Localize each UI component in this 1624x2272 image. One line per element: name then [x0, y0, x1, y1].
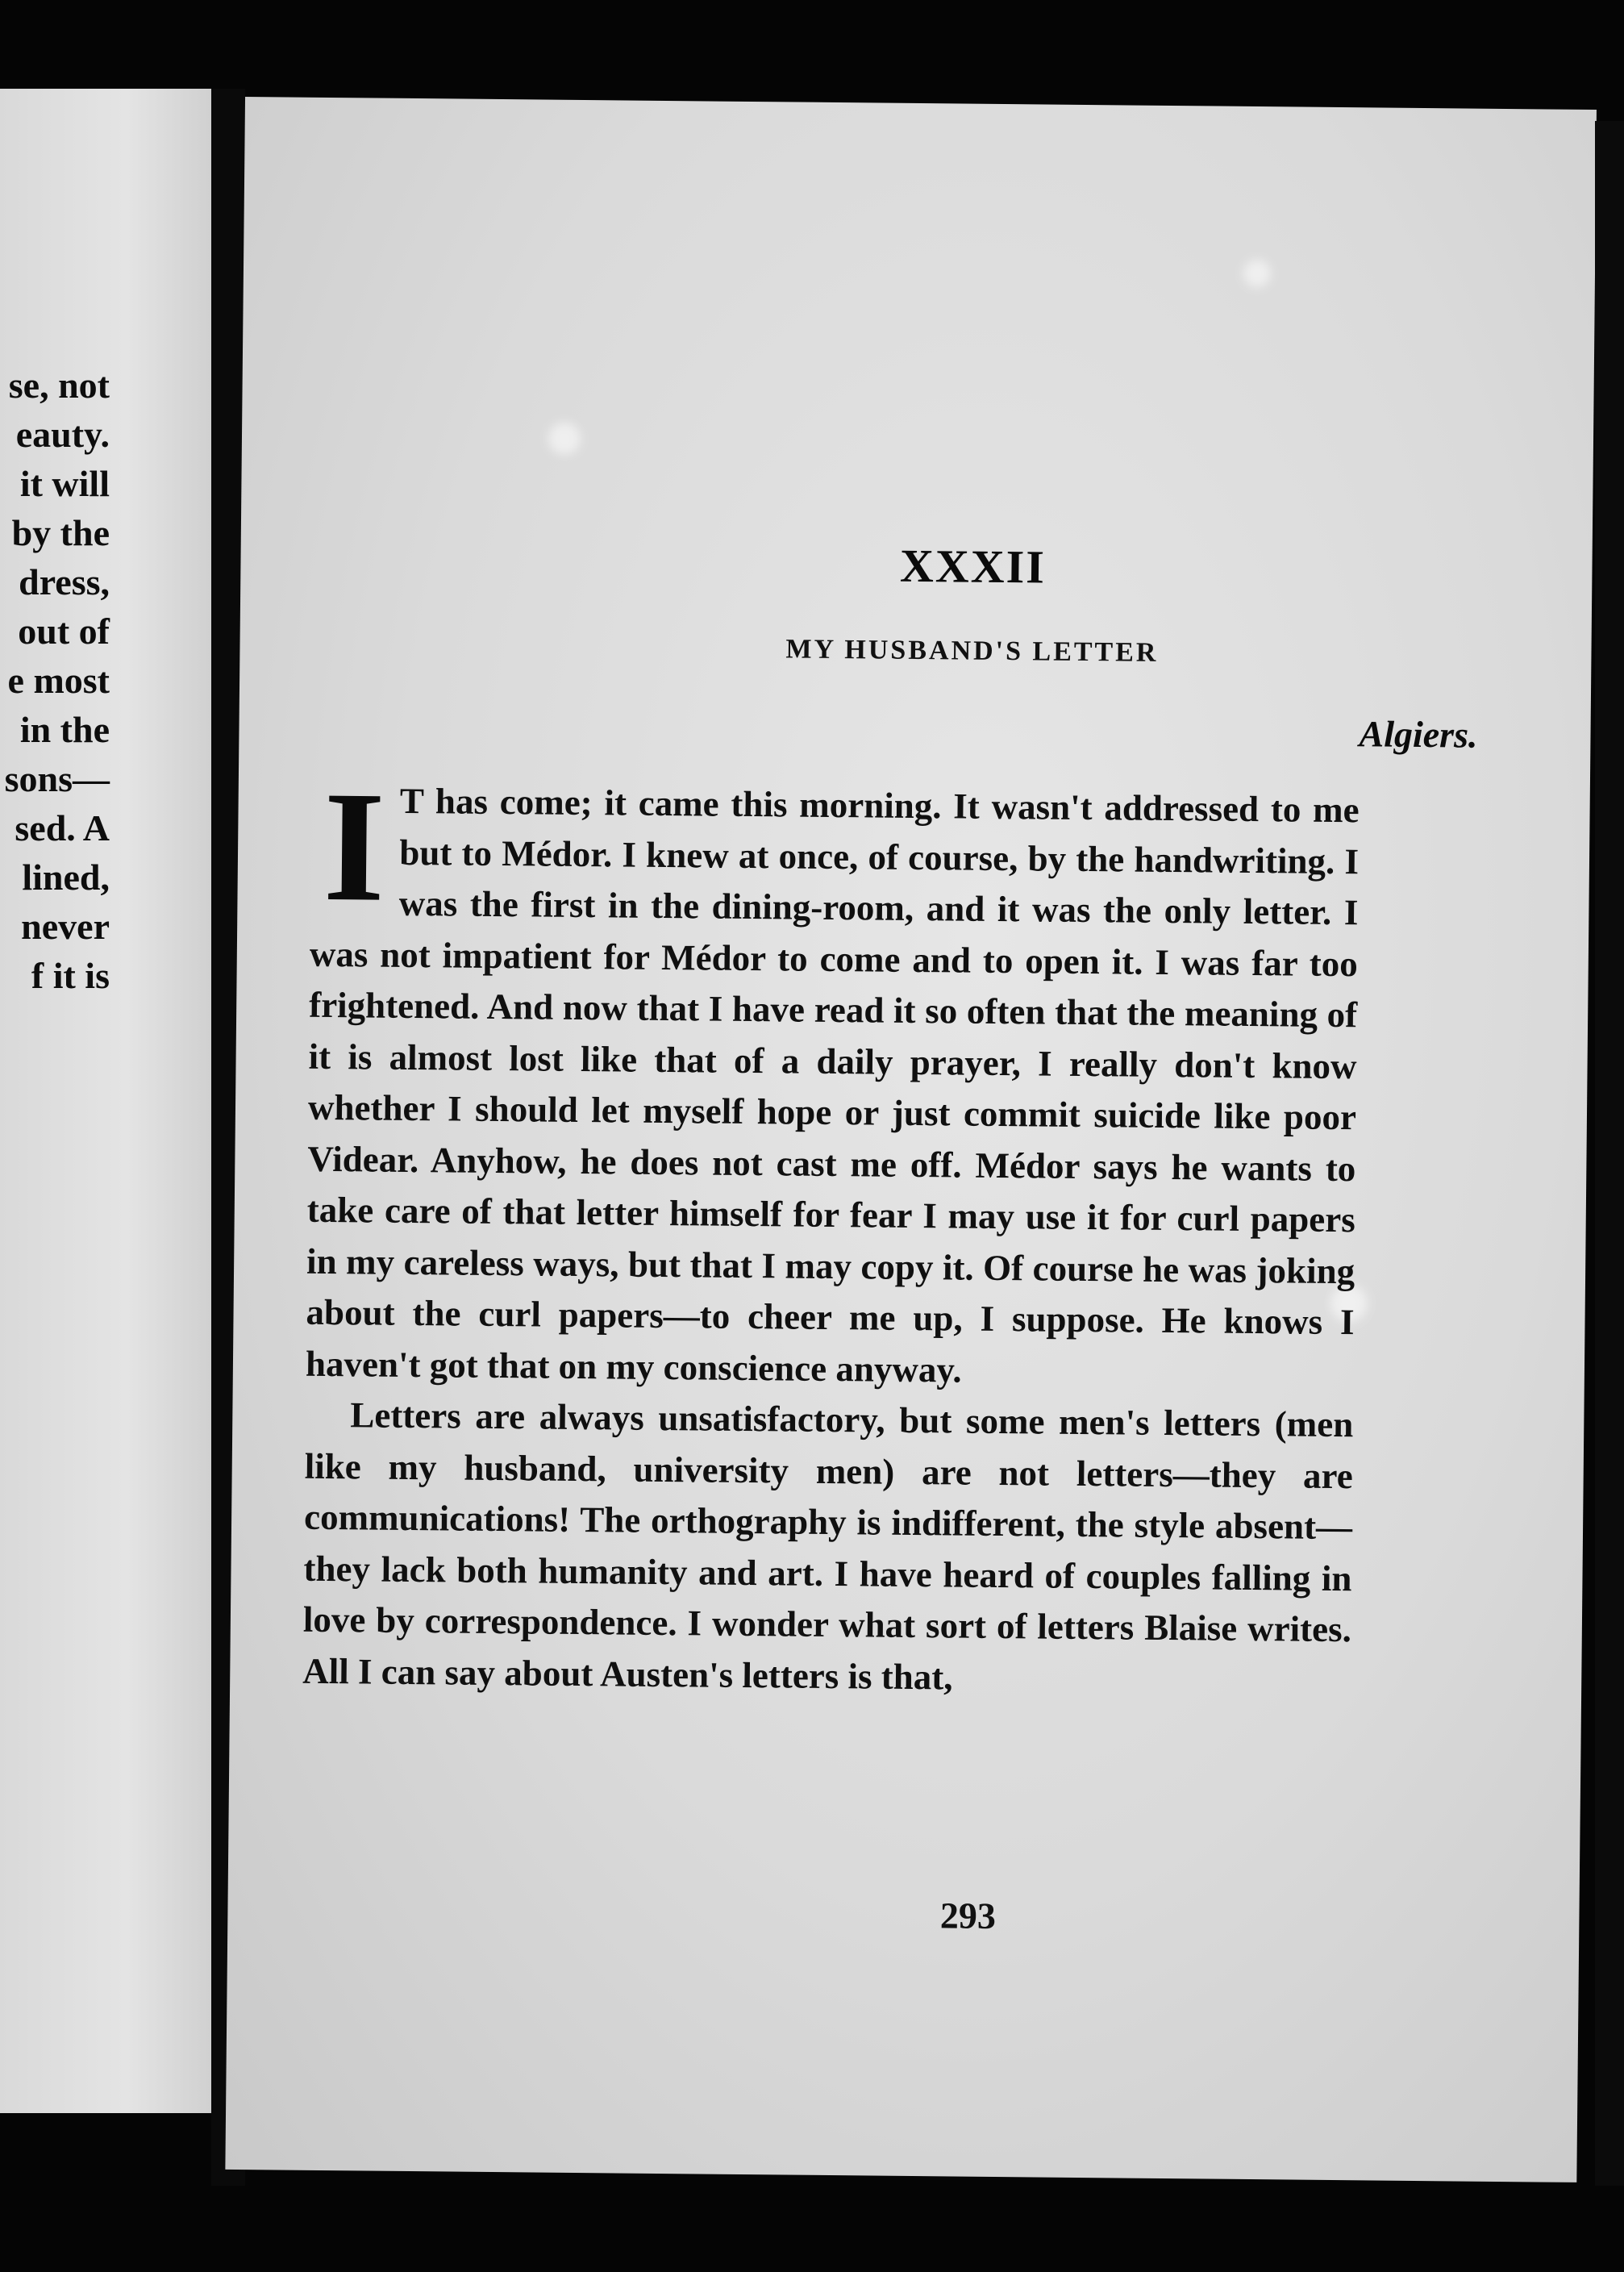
chapter-title: MY HUSBAND'S LETTER: [785, 634, 1159, 668]
paragraph: [305, 758, 1360, 1399]
facing-page-line: lined,: [22, 857, 110, 898]
facing-page-line: in the: [19, 709, 110, 750]
letter-dateline: Algiers.: [1359, 713, 1478, 756]
facing-page-line: e most: [7, 660, 110, 701]
paragraph: Letters are always unsatisfactory, but some men's letters (men like my husband, university men) are not letters—they are communications! The orthography is indifferent, the style absent—they lack both humanity and art. I have heard of couples falling in love by correspondence. I wonder what sort of letters Blaise writes. All I can say about Austen's letters is that,: [302, 1394, 1354, 1697]
body-text: [302, 758, 1360, 1707]
facing-page-line: se, not: [8, 365, 110, 406]
facing-page-line: eauty.: [15, 414, 110, 455]
facing-page-line: dress,: [19, 561, 110, 602]
scan-speck: [548, 423, 581, 455]
drop-cap: I: [323, 758, 386, 935]
facing-page-line: out of: [18, 611, 110, 652]
facing-page-line: sons—: [4, 758, 110, 799]
scan-speck: [1243, 260, 1271, 287]
chapter-number: XXXII: [899, 539, 1047, 594]
facing-page-line: sed. A: [15, 807, 110, 848]
page-number: 293: [939, 1895, 997, 1936]
facing-page-line: never: [21, 906, 110, 947]
facing-page-line: by the: [11, 512, 110, 553]
facing-page-fragment: [0, 89, 211, 2113]
facing-page-line: it will: [19, 463, 110, 504]
paragraph-text: T has come; it came this morning. It wasn't addressed to me but to Médor. I knew at once, of course, by the handwriting. I was the first in the dining-room, and it was the only letter. I was not impatient for Médor to come and to open it. I was far too frightened. And now that I have read it so often that the meaning of it is almost lost like that of a daily prayer, I really don't know whether I should let myself hope or just commit suicide like poor Videar. Anyhow, he does not cast me off. Médor says he wants to take care of that letter himself for fear I may use it for curl papers in my careless ways, but that I may copy it. Of course he was joking about the curl papers—to cheer me up, I suppose. He knows I haven't got that on my conscience anyway.: [305, 780, 1360, 1390]
facing-page-line: f it is: [31, 955, 110, 996]
main-page: [225, 97, 1597, 2182]
page-edge-shadow: [1595, 121, 1624, 2186]
